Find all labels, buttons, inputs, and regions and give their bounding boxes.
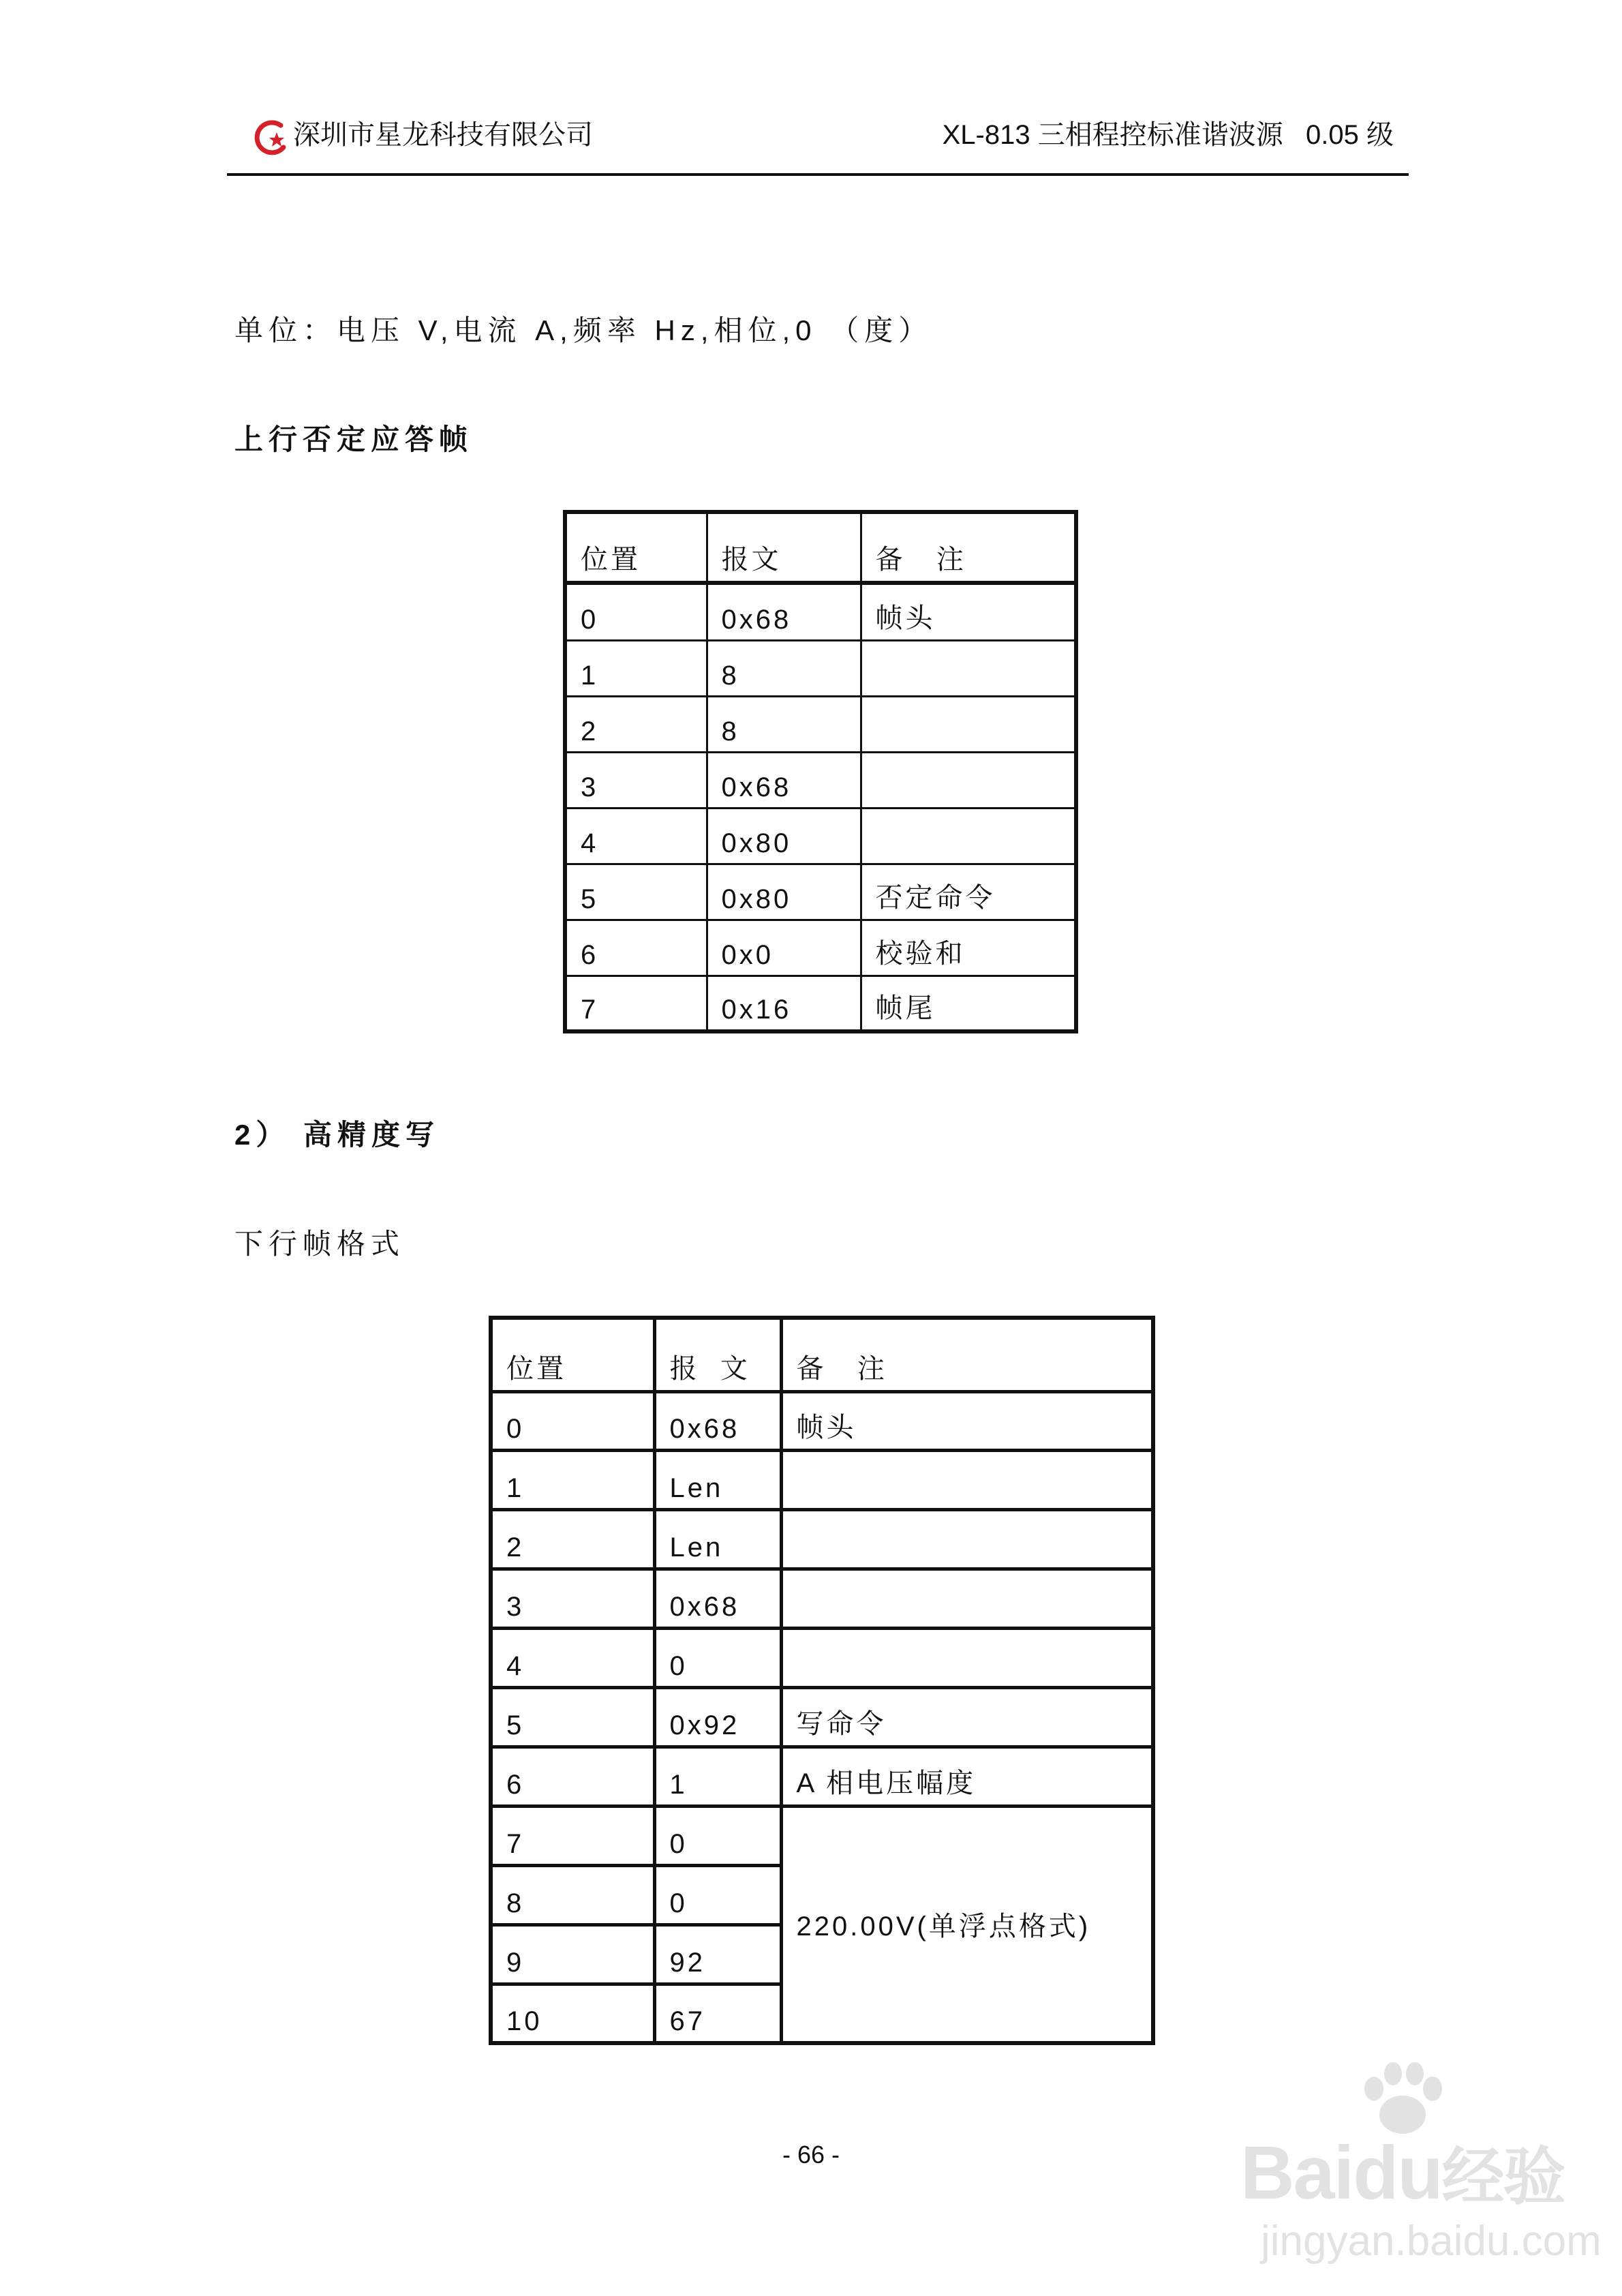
table-row: [491, 1391, 1153, 1450]
table-header-row: [565, 512, 1076, 583]
cell: 0: [654, 1628, 781, 1687]
cell: 0x80: [707, 808, 861, 864]
cell: 0x16: [707, 976, 861, 1031]
cell: [861, 696, 1076, 752]
cell: 8: [491, 1865, 654, 1924]
cell: 写命令: [781, 1687, 1153, 1747]
cell: 0x0: [707, 920, 861, 976]
table-row: [565, 752, 1076, 808]
cell: [861, 808, 1076, 864]
cell: 0x68: [654, 1391, 781, 1450]
baidu-jingyan-watermark: [1240, 2059, 1602, 2265]
cell: [781, 1509, 1153, 1569]
table-row: [491, 1569, 1153, 1628]
section2-title: 2） 高精度写: [234, 1119, 440, 1151]
cell: [781, 1450, 1153, 1509]
cell: [861, 640, 1076, 696]
cell: 0: [565, 583, 707, 640]
table-row: [565, 976, 1076, 1031]
header-cell: 报 文: [654, 1318, 781, 1391]
table-row: [491, 1747, 1153, 1806]
cell: 5: [565, 864, 707, 920]
table-row: [565, 696, 1076, 752]
cell: 0: [491, 1391, 654, 1450]
cell: 校验和: [861, 920, 1076, 976]
cell: 帧头: [861, 583, 1076, 640]
section2-subtitle: 下行帧格式: [234, 1228, 406, 1260]
cell: [861, 752, 1076, 808]
table-row: [565, 583, 1076, 640]
high-precision-write-frame-table: [489, 1316, 1155, 2045]
header-cell: 位置: [565, 512, 707, 583]
table-row: [565, 920, 1076, 976]
cell: 67: [654, 1984, 781, 2043]
header-company-name: 深圳市星龙科技有限公司: [293, 120, 593, 150]
cell: 10: [491, 1984, 654, 2043]
cell: 0x68: [707, 583, 861, 640]
cell: A 相电压幅度: [781, 1747, 1153, 1806]
cell: 帧尾: [861, 976, 1076, 1031]
header-cell: 位置: [491, 1318, 654, 1391]
cell: 1: [491, 1450, 654, 1509]
cell: 4: [565, 808, 707, 864]
header-cell: 报文: [707, 512, 861, 583]
cell: 否定命令: [861, 864, 1076, 920]
cell: 5: [491, 1687, 654, 1747]
cell: Len: [654, 1509, 781, 1569]
cell: 92: [654, 1924, 781, 1984]
header-divider: [227, 173, 1409, 176]
page-number: - 66 -: [782, 2141, 840, 2169]
table-row: [565, 864, 1076, 920]
cell: 2: [565, 696, 707, 752]
cell: 6: [491, 1747, 654, 1806]
cell: 8: [707, 640, 861, 696]
cell: 0x68: [707, 752, 861, 808]
cell: 0: [654, 1865, 781, 1924]
cell: 7: [491, 1806, 654, 1865]
cell: 0: [654, 1806, 781, 1865]
cell: 1: [565, 640, 707, 696]
cell: 6: [565, 920, 707, 976]
table-row: [491, 1687, 1153, 1747]
company-logo-icon: [254, 117, 290, 158]
section1-title: 上行否定应答帧: [234, 423, 474, 455]
cell: 0x68: [654, 1569, 781, 1628]
header-cell: 备 注: [781, 1318, 1153, 1391]
cell: 4: [491, 1628, 654, 1687]
cell: 2: [491, 1509, 654, 1569]
cell: [781, 1628, 1153, 1687]
merged-note-cell: 220.00V(单浮点格式): [781, 1806, 1153, 2043]
cell: 7: [565, 976, 707, 1031]
cell: Len: [654, 1450, 781, 1509]
table-row: [491, 1806, 1153, 1865]
header-product-title: XL-813 三相程控标准谐波源 0.05 级: [942, 120, 1394, 150]
negative-reply-frame-table: [563, 510, 1078, 1033]
watermark-brand: Baidu经验: [1240, 2131, 1565, 2215]
table-row: [565, 808, 1076, 864]
cell: 1: [654, 1747, 781, 1806]
table-row: [491, 1509, 1153, 1569]
table-header-row: [491, 1318, 1153, 1391]
cell: [781, 1569, 1153, 1628]
cell: 8: [707, 696, 861, 752]
cell: 帧头: [781, 1391, 1153, 1450]
table-row: [491, 1450, 1153, 1509]
table-row: [565, 640, 1076, 696]
table-row: [491, 1628, 1153, 1687]
header-cell: 备 注: [861, 512, 1076, 583]
units-line: 单位：电压 V,电流 A,频率 Hz,相位,0 （度）: [234, 314, 933, 346]
cell: 0x92: [654, 1687, 781, 1747]
cell: 3: [565, 752, 707, 808]
cell: 3: [491, 1569, 654, 1628]
cell: 9: [491, 1924, 654, 1984]
cell: 0x80: [707, 864, 861, 920]
watermark-url: jingyan.baidu.com: [1261, 2218, 1602, 2265]
